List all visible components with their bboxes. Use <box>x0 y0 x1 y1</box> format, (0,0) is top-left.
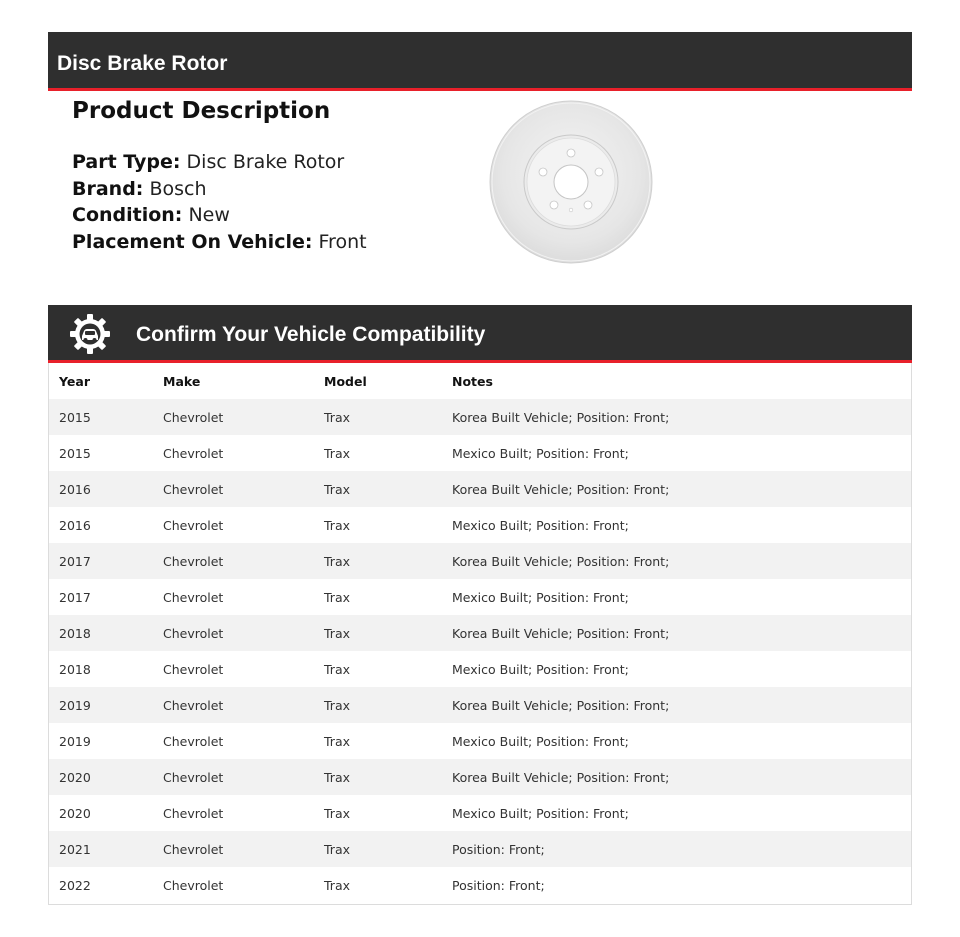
cell-model: Trax <box>324 625 350 641</box>
table-row <box>49 867 911 903</box>
table-row <box>49 579 911 615</box>
cell-year: 2020 <box>59 805 91 821</box>
cell-notes: Korea Built Vehicle; Position: Front; <box>452 481 670 497</box>
compatibility-table <box>48 363 912 905</box>
cell-make: Chevrolet <box>163 445 224 461</box>
cell-notes: Mexico Built; Position: Front; <box>452 589 629 605</box>
cell-notes: Mexico Built; Position: Front; <box>452 517 629 533</box>
cell-year: 2021 <box>59 841 91 857</box>
cell-notes: Position: Front; <box>452 877 545 893</box>
product-description <box>72 96 367 255</box>
cell-make: Chevrolet <box>163 841 224 857</box>
cell-model: Trax <box>324 841 350 857</box>
table-header-row <box>49 363 911 399</box>
table-row <box>49 651 911 687</box>
table-row <box>49 435 911 471</box>
cell-notes: Mexico Built; Position: Front; <box>452 733 629 749</box>
cell-make: Chevrolet <box>163 805 224 821</box>
cell-make: Chevrolet <box>163 625 224 641</box>
product-title: Disc Brake Rotor <box>57 52 228 75</box>
cell-make: Chevrolet <box>163 877 224 893</box>
cell-year: 2016 <box>59 517 91 533</box>
spec-value: New <box>188 204 230 226</box>
cell-notes: Korea Built Vehicle; Position: Front; <box>452 409 670 425</box>
cell-model: Trax <box>324 877 350 893</box>
table-row <box>49 615 911 651</box>
spec-key: Brand: <box>72 177 144 200</box>
cell-model: Trax <box>324 445 350 461</box>
table-row <box>49 831 911 867</box>
cell-year: 2019 <box>59 733 91 749</box>
cell-year: 2015 <box>59 445 91 461</box>
spec-condition <box>72 202 367 229</box>
compatibility-bar <box>48 305 912 363</box>
header-model: Model <box>324 373 367 389</box>
spec-brand <box>72 176 367 203</box>
cell-notes: Korea Built Vehicle; Position: Front; <box>452 697 670 713</box>
cell-make: Chevrolet <box>163 661 224 677</box>
table-row <box>49 399 911 435</box>
cell-year: 2020 <box>59 769 91 785</box>
cell-year: 2022 <box>59 877 91 893</box>
table-row <box>49 723 911 759</box>
compatibility-title: Confirm Your Vehicle Compatibility <box>136 323 486 346</box>
header-year: Year <box>59 373 90 389</box>
cell-model: Trax <box>324 481 350 497</box>
cell-make: Chevrolet <box>163 481 224 497</box>
spec-placement <box>72 229 367 256</box>
cell-notes: Mexico Built; Position: Front; <box>452 445 629 461</box>
cell-make: Chevrolet <box>163 769 224 785</box>
description-heading: Product Description <box>72 98 331 124</box>
cell-make: Chevrolet <box>163 517 224 533</box>
cell-model: Trax <box>324 517 350 533</box>
cell-notes: Korea Built Vehicle; Position: Front; <box>452 553 670 569</box>
spec-value: Disc Brake Rotor <box>186 151 345 173</box>
cell-model: Trax <box>324 805 350 821</box>
spec-key: Part Type: <box>72 151 181 173</box>
cell-year: 2019 <box>59 697 91 713</box>
table-row <box>49 507 911 543</box>
cell-model: Trax <box>324 589 350 605</box>
spec-key: Placement On Vehicle: <box>72 230 313 253</box>
table-row <box>49 543 911 579</box>
product-title-bar <box>48 32 912 91</box>
spec-part-type <box>72 149 367 176</box>
cell-notes: Korea Built Vehicle; Position: Front; <box>452 769 670 785</box>
cell-model: Trax <box>324 553 350 569</box>
table-row <box>49 795 911 831</box>
spec-value: Bosch <box>149 177 207 200</box>
cell-model: Trax <box>324 661 350 677</box>
cell-model: Trax <box>324 733 350 749</box>
cell-notes: Mexico Built; Position: Front; <box>452 661 629 677</box>
cell-notes: Korea Built Vehicle; Position: Front; <box>452 625 670 641</box>
cell-year: 2017 <box>59 553 91 569</box>
cell-year: 2016 <box>59 481 91 497</box>
cell-notes: Position: Front; <box>452 841 545 857</box>
spec-key: Condition: <box>72 204 183 226</box>
gear-car-icon <box>69 313 111 355</box>
header-make: Make <box>163 373 201 389</box>
rotor-image <box>488 99 654 265</box>
cell-year: 2018 <box>59 661 91 677</box>
cell-make: Chevrolet <box>163 409 224 425</box>
cell-make: Chevrolet <box>163 697 224 713</box>
cell-make: Chevrolet <box>163 589 224 605</box>
cell-model: Trax <box>324 697 350 713</box>
header-notes: Notes <box>452 373 493 389</box>
spec-value: Front <box>318 230 367 253</box>
table-row <box>49 687 911 723</box>
cell-model: Trax <box>324 409 350 425</box>
cell-year: 2015 <box>59 409 91 425</box>
cell-make: Chevrolet <box>163 733 224 749</box>
table-row <box>49 471 911 507</box>
cell-notes: Mexico Built; Position: Front; <box>452 805 629 821</box>
table-row <box>49 759 911 795</box>
cell-model: Trax <box>324 769 350 785</box>
cell-make: Chevrolet <box>163 553 224 569</box>
cell-year: 2018 <box>59 625 91 641</box>
cell-year: 2017 <box>59 589 91 605</box>
